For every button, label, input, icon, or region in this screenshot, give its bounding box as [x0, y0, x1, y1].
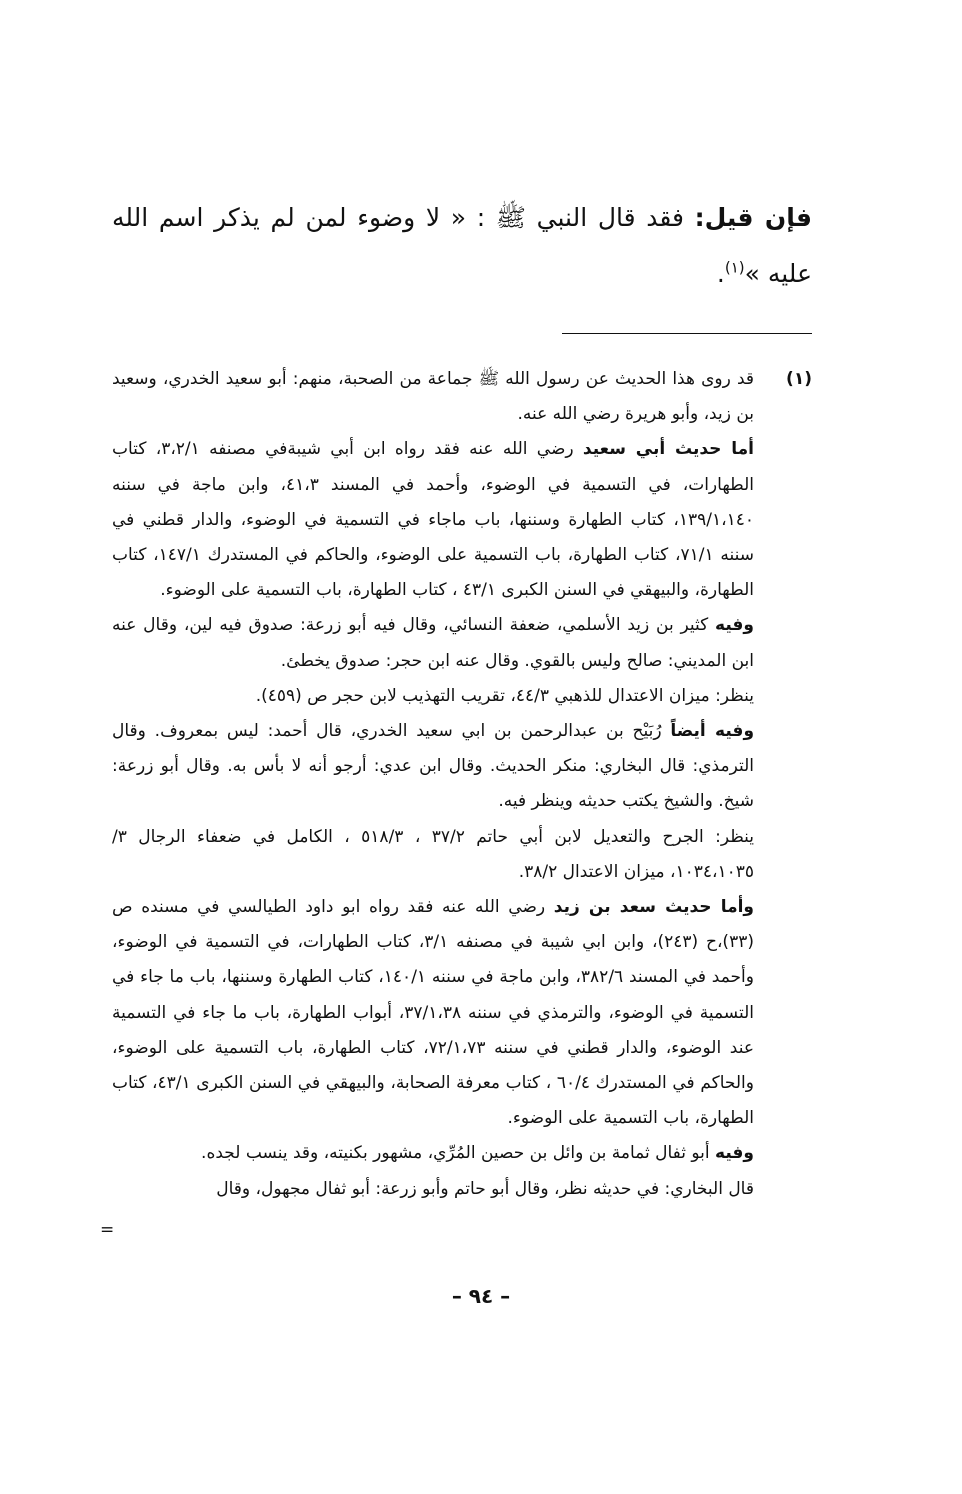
- footnote: [112, 362, 812, 1207]
- page-number: – ٩٤ –: [451, 1284, 511, 1308]
- para-text: رُبَيْح بن عبدالرحمن بن ابي سعيد الخدري، قال أحمد: ليس بمعروف. وقال الترمذي: قال البخاري: منكر الحديث. وقال ابن عدي: أرجو أنه لا بأس به. وقال أبو زرعة: شيخ. والشيخ يكتب حديثه وينظر فيه.: [112, 721, 754, 812]
- para-label: أما حديث أبي سعيد: [582, 439, 754, 460]
- footnote-para: [112, 432, 754, 608]
- footnote-para: ينظر: ميزان الاعتدال للذهبي ٤٤/٣، تقريب التهذيب لابن حجر ص (٤٥٩).: [255, 685, 754, 706]
- continued-mark: =: [100, 1220, 115, 1240]
- main-lead: فإن قيل:: [694, 203, 813, 232]
- footnote-body: [112, 362, 754, 1207]
- para-text: أبو ثفال ثمامة بن وائل بن حصين المُرِّي، مشهور بكنيته، وقد ينسب لجده.: [201, 1143, 710, 1164]
- footnote-para: [112, 714, 754, 820]
- footnote-number: (١): [786, 369, 812, 389]
- para-label: وأما حديث سعد بن زيد: [553, 897, 755, 918]
- footnotes: [112, 362, 812, 1207]
- main-end: .: [716, 259, 725, 288]
- footnote-para: ينظر: الجرح والتعديل لابن أبي حاتم ٣٧/٢ ، ٥١٨/٣ ، الكامل في ضعفاء الرجال ٣/ ١٠٣٤،١٠٣٥، ميزان الاعتدال ٣٨/٢.: [112, 826, 754, 882]
- footnote-para: قال البخاري: في حديثه نظر، وقال أبو حاتم وأبو زرعة: أبو ثفال مجهول، وقال: [216, 1178, 754, 1199]
- para-text: رضي الله عنه فقد رواه ابو داود الطيالسي في مسنده ص (٣٣)،ح (٢٤٣)، وابن ابي شيبة في مصنفه ٣/١، كتاب الطهارات، في التسمية في الوضوء، وأحمد في المسند ٣٨٢/٦، وابن ماجة في سننه ١٤٠/١، كتاب الطهارة وسننها، باب ما جاء في التسمية في الوضوء، والترمذي في سننه ٣٧/١،٣٨، أبواب الطهارة، باب ما جاء في التسمية عند الوضوء، والدار قطني في سننه ٧٢/١،٧٣، كتاب الطهارة، باب التسمية على الوضوء، والحاكم في المستدرك ٦٠/٤ ، كتاب معرفة الصحابة، والبيهقي في السنن الكبرى ٤٣/١، كتاب الطهارة، باب التسمية على الوضوء.: [112, 897, 754, 1129]
- footnote-divider: [562, 333, 812, 334]
- para-label: وفيه: [715, 1143, 754, 1164]
- footnote-para: قد روى هذا الحديث عن رسول الله ﷺ جماعة من الصحبة، منهم: أبو سعيد الخدري، وسعيد بن زيد، وأبو هريرة رضي الله عنه.: [112, 369, 754, 425]
- footnote-ref: (١): [724, 258, 745, 277]
- para-label: وفيه: [715, 615, 754, 636]
- footnote-para: [112, 890, 754, 1136]
- para-text: كثير بن زيد الأسلمي، ضعفة النسائي، وقال فيه أبو زرعة: صدوق فيه لين، وقال عنه ابن المديني: صالح وليس بالقوي. وقال عنه ابن حجر: صدوق يخطئ.: [112, 615, 754, 671]
- main-body: فقد قال النبي ﷺ : « لا وضوء لمن لم يذكر اسم الله عليه »: [112, 203, 812, 288]
- main-text: [112, 190, 812, 302]
- para-text: رضي الله عنه فقد رواه ابن أبي شيبةفي مصنفه ٣،٢/١، كتاب الطهارات، في التسمية في الوضوء، وأحمد في المسند ٤١،٣، وابن ماجة في سننه ١٣٩/١،١٤٠، كتاب الطهارة وسننها، باب ماجاء في التسمية في الوضوء، والدار قطني في سننه ٧١/١، كتاب الطهارة، باب التسمية على الوضوء، والحاكم في المستدرك ١٤٧/١، كتاب الطهارة، والبيهقي في السنن الكبرى ٤٣/١ ، كتاب الطهارة، باب التسمية على الوضوء.: [112, 439, 755, 601]
- footnote-para: [112, 608, 754, 678]
- para-label: وفيه أيضاً: [670, 721, 755, 742]
- footnote-para: [112, 1136, 754, 1171]
